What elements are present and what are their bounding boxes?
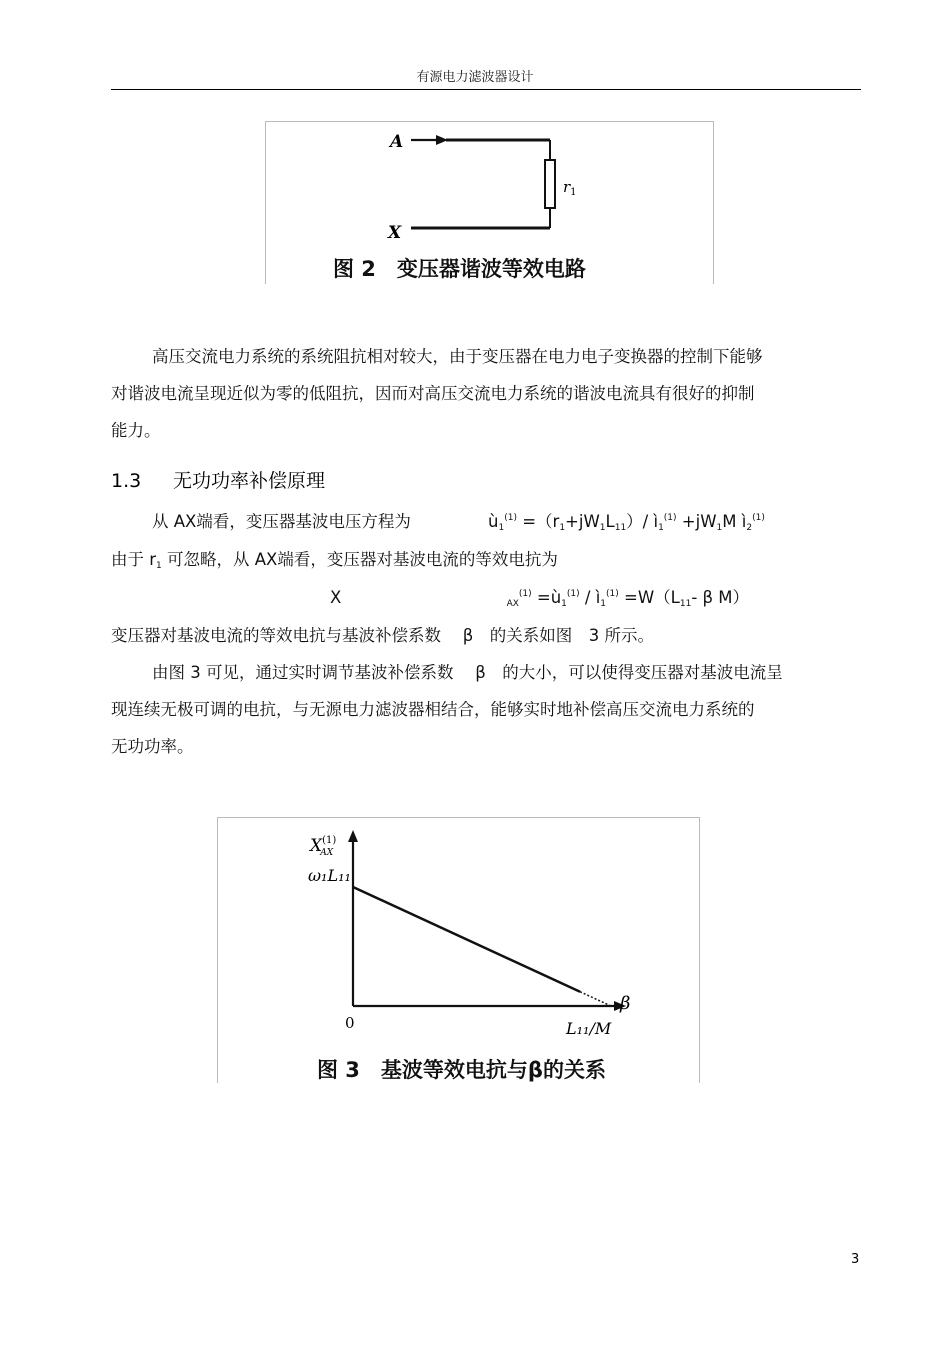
resistor-icon xyxy=(545,160,555,208)
equation-1: $ù1^{(1)} =(r1+jW1L11)/$ $ì1^{(1)} +jW1M$ ì2$^{(1)}$ xyxy=(488,512,765,533)
beta-relation-line: 变压器对基波电流的等效电抗与基波补偿系数 β 的关系如图 3 所示。 xyxy=(111,626,655,645)
eq1-intro: 从 AX端看，变压器基波电压方程为 xyxy=(152,512,411,531)
y-intercept-label: ω₁L₁₁ xyxy=(308,866,351,885)
para2-line1: 由图 3 可见，通过实时调节基波补偿系数 β 的大小，可以使得变压器对基波电流呈 xyxy=(152,663,783,682)
section-number: 1.3 xyxy=(111,470,142,492)
figure-3 xyxy=(217,817,700,1083)
equation-2: X $AX^{(1)}$ $=ù1^{(1)}$ / $ì1^{(1)} =W(L11-$ β M） xyxy=(330,588,750,609)
origin-label: 0 xyxy=(345,1014,355,1032)
figure-3-caption: 图 3 基波等效电抗与β的关系 xyxy=(317,1058,606,1082)
series-line xyxy=(353,887,580,992)
para1-line3: 能力。 xyxy=(111,421,161,440)
r1-line: 由于 r1 可忽略，从 AX端看，变压器对基波电流的等效电抗为 xyxy=(111,550,558,571)
para1-line1: 高压交流电力系统的系统阻抗相对较大，由于变压器在电力电子变换器的控制下能够 xyxy=(152,347,763,366)
para2-line2: 现连续无极可调的电抗，与无源电力滤波器相结合，能够实时地补偿高压交流电力系统的 xyxy=(111,700,755,719)
terminal-x-label: X xyxy=(388,223,402,243)
para2-line3: 无功功率。 xyxy=(111,737,194,756)
para1-line2: 对谐波电流呈现近似为零的低阻抗，因而对高压交流电力系统的谐波电流具有很好的抑制 xyxy=(111,384,755,403)
terminal-a-label: A xyxy=(390,132,404,152)
x-axis-label: β xyxy=(620,993,631,1014)
x-intercept-label: L₁₁/M xyxy=(566,1019,612,1038)
y-axis-arrow-icon xyxy=(348,830,358,842)
series-group xyxy=(353,887,611,1006)
figure-3-chart xyxy=(218,818,699,1083)
resistor-label: $r_1$ xyxy=(563,178,577,198)
section-title: 无功功率补偿原理 xyxy=(173,470,326,492)
section-heading xyxy=(111,466,325,493)
header-rule xyxy=(111,89,861,90)
y-axis-label: $X^{(1)}$ AX xyxy=(310,835,337,858)
figure-2 xyxy=(265,121,714,284)
figure-2-caption: 图 2 变压器谐波等效电路 xyxy=(333,257,586,281)
series-line-dotted-tail xyxy=(580,992,611,1006)
running-header: 有源电力滤波器设计 xyxy=(416,70,534,85)
page-number: 3 xyxy=(851,1252,860,1267)
